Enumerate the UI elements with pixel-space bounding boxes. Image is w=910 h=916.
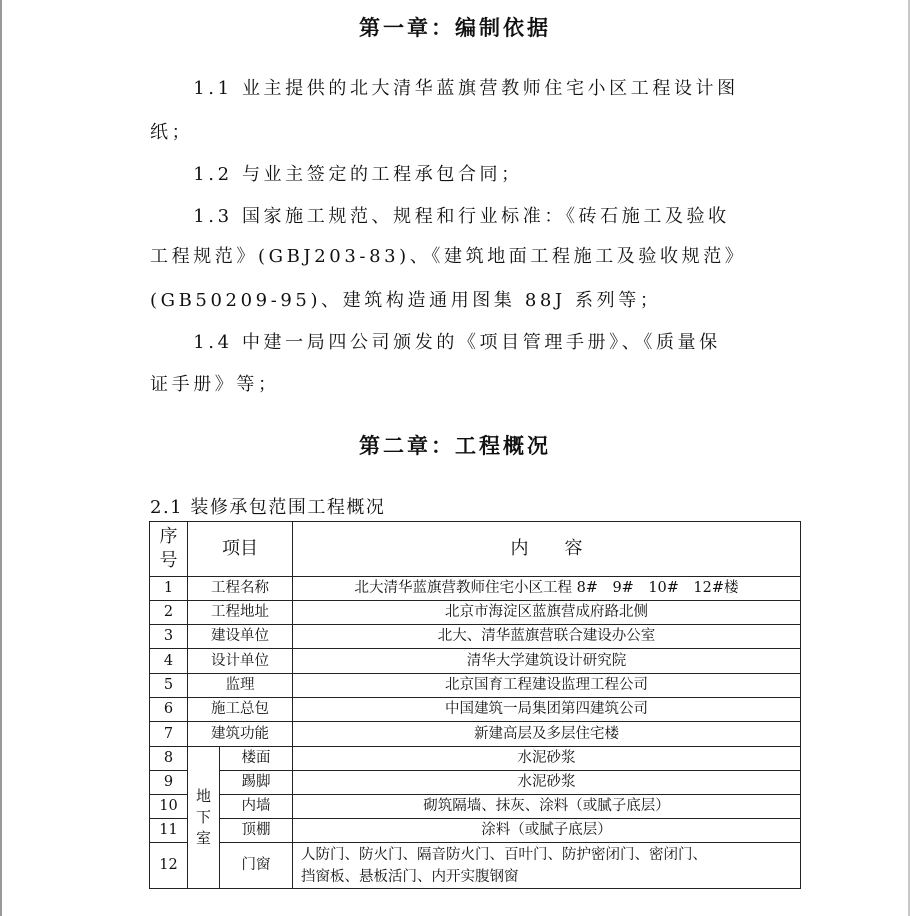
row-seq: 4 [150, 649, 188, 674]
row-item: 门窗 [220, 843, 293, 889]
row-content: 涂料（或腻子底层） [293, 819, 801, 843]
row-seq: 1 [150, 577, 188, 601]
row-content: 北大、清华蓝旗营联合建设办公室 [293, 625, 801, 649]
row-item: 建筑功能 [188, 722, 293, 747]
para-1-1-line-2: 纸； [150, 122, 194, 143]
row-seq: 7 [150, 722, 188, 747]
row-content: 北大清华蓝旗营教师住宅小区工程 8# 9# 10# 12#楼 [293, 577, 801, 601]
row-seq: 6 [150, 698, 188, 722]
table-header-row [150, 522, 801, 577]
row-item: 顶棚 [220, 819, 293, 843]
row-item: 楼面 [220, 747, 293, 771]
row-seq: 8 [150, 747, 188, 771]
para-1-4-line-2: 证手册》等； [150, 374, 280, 395]
table-row [150, 674, 801, 698]
project-overview-table [149, 521, 801, 889]
header-item: 项目 [188, 522, 293, 577]
row-item: 工程地址 [188, 601, 293, 625]
row-item: 建设单位 [188, 625, 293, 649]
section-2-1-title: 2.1 装修承包范围工程概况 [150, 497, 386, 518]
row-content-line-1: 人防门、防火门、隔音防火门、百叶门、防护密闭门、密闭门、 [301, 846, 707, 863]
basement-group-label: 地 下 室 [188, 747, 220, 889]
chapter-1-title: 第一章：编制依据 [359, 16, 551, 40]
row-content-line-2: 挡窗板、悬板活门、内开实腹钢窗 [301, 868, 519, 885]
table-row [150, 819, 801, 843]
row-seq: 5 [150, 674, 188, 698]
row-item: 工程名称 [188, 577, 293, 601]
table-row [150, 747, 801, 771]
row-item: 内墙 [220, 795, 293, 819]
row-seq: 2 [150, 601, 188, 625]
table-row [150, 771, 801, 795]
row-content-multiline [293, 843, 801, 889]
row-content: 水泥砂浆 [293, 771, 801, 795]
header-seq: 序 号 [150, 522, 188, 577]
row-content: 清华大学建筑设计研究院 [293, 649, 801, 674]
row-content: 水泥砂浆 [293, 747, 801, 771]
row-seq: 3 [150, 625, 188, 649]
header-content: 内 容 [293, 522, 801, 577]
row-seq: 9 [150, 771, 188, 795]
row-seq: 10 [150, 795, 188, 819]
para-1-1-line-1: 1.1 业主提供的北大清华蓝旗营教师住宅小区工程设计图 [150, 78, 739, 99]
table-row [150, 722, 801, 747]
row-item: 施工总包 [188, 698, 293, 722]
para-1-2-line-1: 1.2 与业主签定的工程承包合同； [150, 164, 523, 185]
para-1-3-line-1: 1.3 国家施工规范、规程和行业标准：《砖石施工及验收 [150, 206, 730, 227]
row-item: 监理 [188, 674, 293, 698]
table-row [150, 649, 801, 674]
table-row [150, 795, 801, 819]
row-content: 北京市海淀区蓝旗营成府路北侧 [293, 601, 801, 625]
para-1-4-line-1: 1.4 中建一局四公司颁发的《项目管理手册》、《质量保 [150, 332, 721, 353]
para-1-3-line-3: (GB50209-95)、建筑构造通用图集 88J 系列等； [150, 290, 662, 311]
row-seq: 11 [150, 819, 188, 843]
chapter-2-title: 第二章：工程概况 [359, 434, 551, 458]
row-content: 新建高层及多层住宅楼 [293, 722, 801, 747]
table-row [150, 698, 801, 722]
table-row [150, 577, 801, 601]
para-1-3-line-2: 工程规范》(GBJ203-83)、《建筑地面工程施工及验收规范》 [150, 246, 747, 267]
row-item: 踢脚 [220, 771, 293, 795]
row-content: 北京国育工程建设监理工程公司 [293, 674, 801, 698]
table-row [150, 843, 801, 889]
row-seq: 12 [150, 843, 188, 889]
row-content: 中国建筑一局集团第四建筑公司 [293, 698, 801, 722]
table-row [150, 625, 801, 649]
row-content: 砌筑隔墙、抹灰、涂料（或腻子底层） [293, 795, 801, 819]
row-item: 设计单位 [188, 649, 293, 674]
table-row [150, 601, 801, 625]
